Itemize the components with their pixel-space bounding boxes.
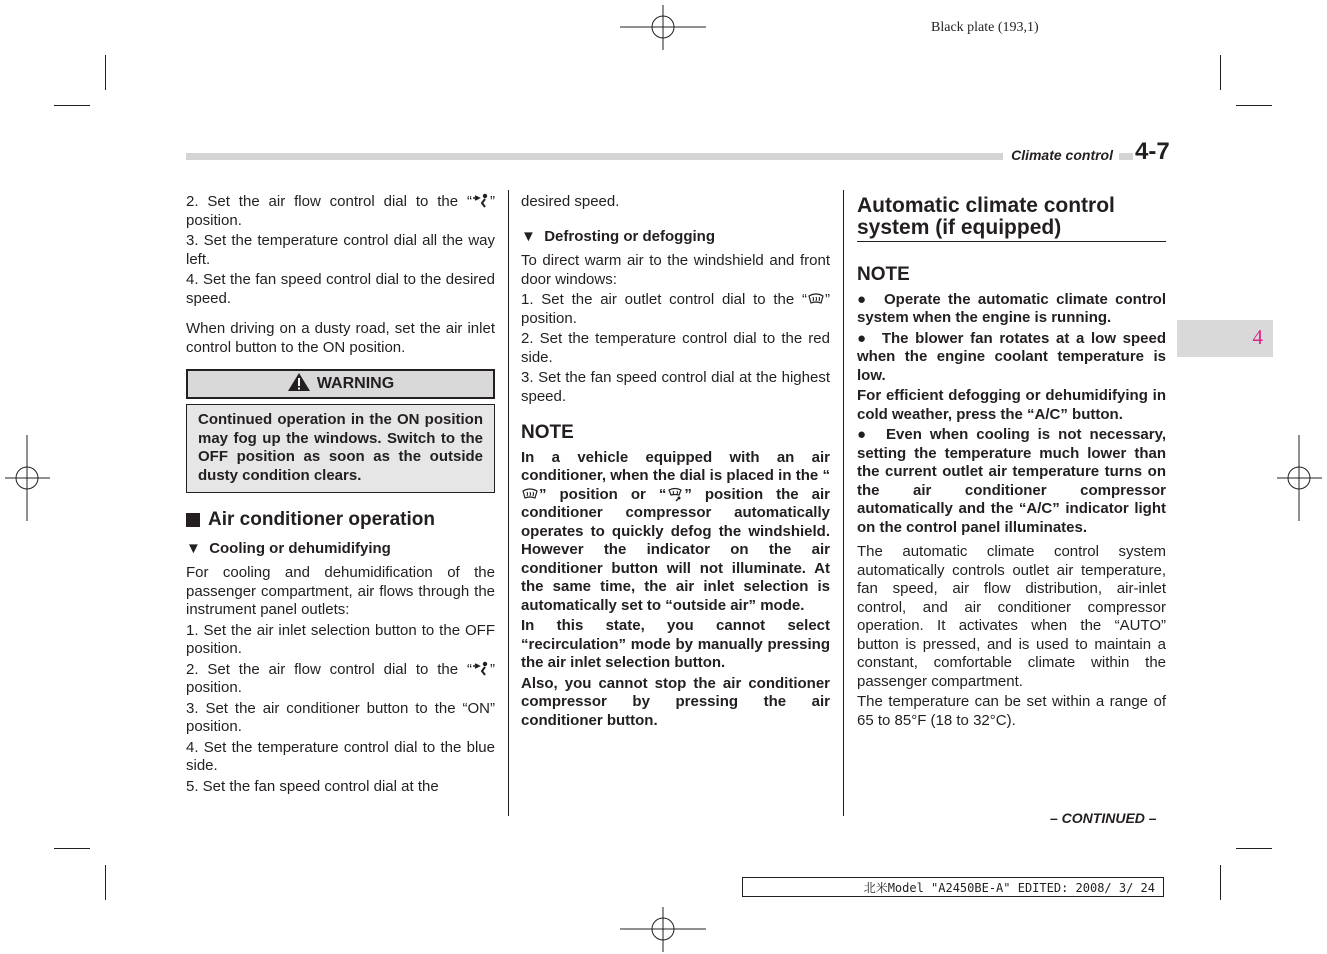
section-marker-icon — [186, 513, 200, 527]
header-section-title: Climate control — [1003, 147, 1119, 163]
note-text: In this state, you cannot select “recirculation” mode by manually pressing the air inlet selection button. — [521, 617, 830, 671]
note-text: ● Operate the automatic climate control system when the engine is running. — [857, 290, 1166, 326]
vent-airflow-icon — [472, 193, 490, 209]
paragraph: 3. Set the temperature control dial all the way left. — [186, 232, 495, 268]
note-text: Also, you cannot stop the air conditioner compressor by pressing the air conditioner button. — [521, 674, 830, 729]
crop-mark — [1220, 865, 1221, 900]
registration-mark-top — [620, 5, 706, 50]
paragraph: The temperature can be set within a range of 65 to 85°F (18 to 32°C). — [857, 693, 1166, 729]
crop-mark — [54, 848, 90, 849]
defrost-icon — [807, 291, 825, 307]
paragraph: To direct warm air to the windshield and front door windows: — [521, 252, 830, 288]
registration-mark-bottom — [620, 907, 706, 952]
paragraph: 2. Set the air flow control dial to the “ ” position. — [186, 193, 495, 229]
vent-airflow-icon — [472, 661, 490, 677]
paragraph: 2. Set the temperature control dial to the red side. — [521, 330, 830, 366]
crop-mark — [1220, 55, 1221, 90]
crop-mark — [105, 55, 106, 90]
column-3 — [857, 193, 1166, 732]
crop-mark — [1236, 848, 1272, 849]
paragraph: For cooling and dehumidification of the passenger compartment, air flows through the instrument panel outlets: — [186, 564, 495, 618]
warning-text: Continued operation in the ON position may fog up the windows. Switch to the OFF position as soon as the outside dusty condition clears. — [198, 411, 483, 484]
note-title: NOTE — [857, 264, 910, 285]
warning-header: WARNING — [186, 369, 495, 399]
paragraph: 5. Set the fan speed control dial at the — [186, 777, 439, 795]
warning-triangle-icon — [287, 372, 311, 392]
chapter-tab-number: 4 — [1252, 325, 1263, 349]
subsection-title: ▼ Cooling or dehumidifying — [186, 539, 391, 557]
note-text: ● The blower fan rotates at a low speed when the engine coolant temperature is low. — [857, 329, 1166, 384]
paragraph: 4. Set the fan speed control dial to the desired speed. — [186, 271, 495, 307]
paragraph: When driving on a dusty road, set the air inlet control button to the ON position. — [186, 320, 495, 356]
paragraph: 1. Set the air inlet selection button to the OFF position. — [186, 621, 495, 657]
note-text: ● Even when cooling is not necessary, setting the temperature much lower than the current outlet air temperature turns on the air conditioner compressor automatically and the “A/C” indicator light on the control panel illuminates. — [857, 426, 1166, 536]
note-title: NOTE — [521, 422, 574, 443]
continued-label: – CONTINUED – — [1050, 810, 1157, 826]
paragraph: desired speed. — [521, 193, 620, 210]
section-title: Air conditioner operation — [186, 511, 495, 530]
paragraph: 3. Set the air conditioner button to the “ON” position. — [186, 699, 495, 735]
defrost-foot-icon — [666, 486, 684, 502]
crop-mark — [1236, 105, 1272, 106]
column-divider — [508, 190, 509, 816]
registration-mark-right — [1277, 435, 1322, 521]
footer-edit-info: 北米Model "A2450BE-A" EDITED: 2008/ 3/ 24 — [742, 877, 1164, 897]
paragraph: 3. Set the fan speed control dial at the highest speed. — [521, 369, 830, 405]
registration-mark-left — [5, 435, 50, 521]
paragraph: The automatic climate control system automatically controls outlet air temperature, fan speed, air flow distribution, air-inlet control, and air conditioner compressor operation. It activates when the “AUTO” button is pressed, and is used to maintain a constant, comfortable climate within the passenger compartment. — [857, 543, 1166, 690]
paragraph: 1. Set the air outlet control dial to the “ ” position. — [521, 291, 830, 327]
defrost-icon — [521, 486, 539, 502]
subsection-title: ▼ Defrosting or defogging — [521, 227, 716, 245]
plate-label: Black plate (193,1) — [931, 20, 1039, 35]
note-text: In a vehicle equipped with an air conditioner, when the dial is placed in the “” position or “ ” position the air conditioner compressor automatically operates to quickly defog the windshield. However the indicator on the air conditioner button will not illuminate. At the same time, the air inlet selection is automatically set to “outside air” mode. — [521, 448, 830, 614]
column-divider — [843, 190, 844, 816]
crop-mark — [105, 865, 106, 900]
section-title: Automatic climate control system (if equipped) — [857, 195, 1166, 242]
page-number: 4-7 — [1135, 138, 1170, 165]
paragraph: 2. Set the air flow control dial to the “ ” position. — [186, 660, 495, 696]
paragraph: 4. Set the temperature control dial to the blue side. — [186, 738, 495, 774]
column-2 — [521, 193, 830, 732]
chapter-tab — [1177, 320, 1273, 357]
column-1 — [186, 193, 495, 798]
warning-body — [186, 404, 495, 493]
crop-mark — [54, 105, 90, 106]
note-text: For efficient defogging or dehumidifying in cold weather, press the “A/C” button. — [857, 387, 1166, 423]
